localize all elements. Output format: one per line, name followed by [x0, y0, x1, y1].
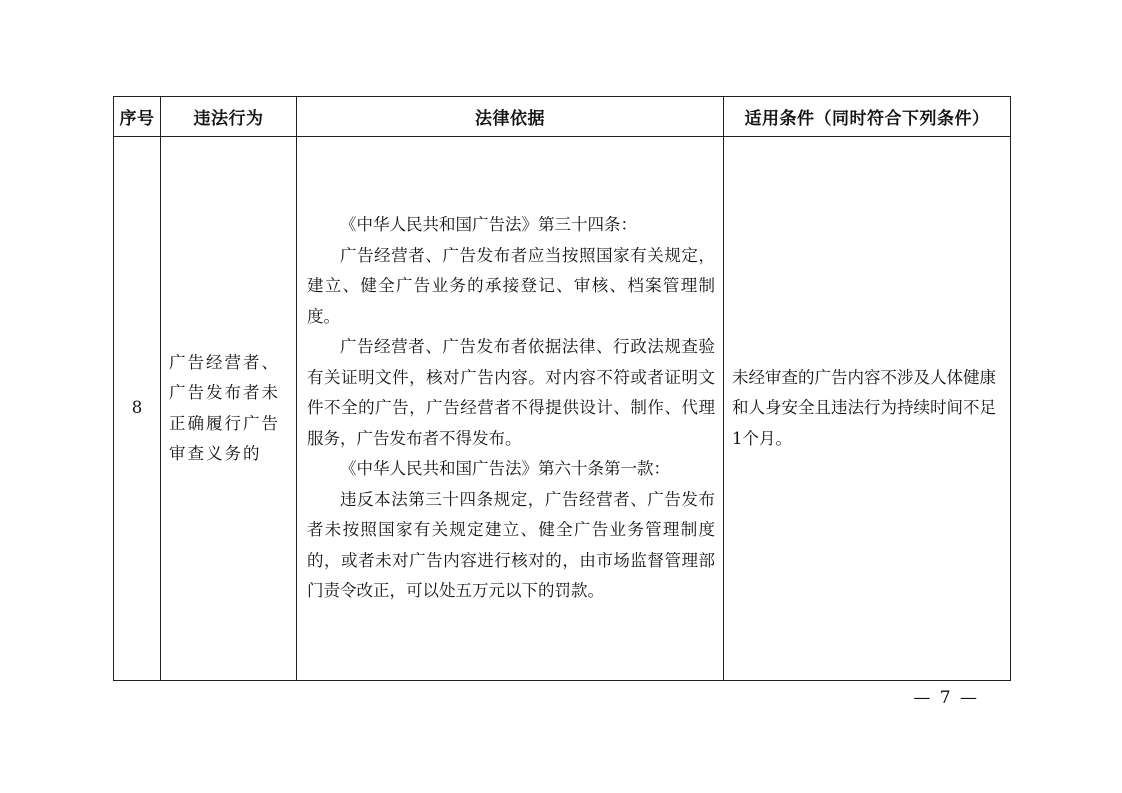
table-row [114, 137, 1011, 681]
cell-seq: 8 [114, 137, 161, 681]
page-number: — 7 — [913, 688, 979, 708]
header-legal-basis: 法律依据 [297, 97, 724, 137]
conditions-text: 未经审查的广告内容不涉及人体健康和人身安全且违法行为持续时间不足1个月。 [732, 367, 996, 448]
header-illegal-act: 违法行为 [161, 97, 297, 137]
regulation-table [113, 96, 1011, 681]
law-article-34-title: 《中华人民共和国广告法》第三十四条： [340, 215, 637, 235]
cell-applicable-conditions [724, 137, 1011, 681]
cell-legal-basis [297, 137, 724, 681]
law-article-34-para-2: 广告经营者、广告发布者依据法律、行政法规查验有关证明文件，核对广告内容。对内容不符或者证明文件不全的广告，广告经营者不得提供设计、制作、代理服务，广告发布者不得发布。 [307, 337, 715, 448]
header-seq: 序号 [114, 97, 161, 137]
law-article-60-title: 《中华人民共和国广告法》第六十条第一款： [340, 459, 670, 479]
cell-illegal-act: 广告经营者、广告发布者未正确履行广告审查义务的 [161, 137, 297, 681]
table-header-row [114, 97, 1011, 137]
law-article-60-para-1: 违反本法第三十四条规定，广告经营者、广告发布者未按照国家有关规定建立、健全广告业务管理制度的，或者未对广告内容进行核对的，由市场监督管理部门责令改正，可以处五万元以下的罚款。 [307, 489, 715, 601]
header-applicable-conditions: 适用条件（同时符合下列条件） [724, 97, 1011, 137]
law-article-34-para-1: 广告经营者、广告发布者应当按照国家有关规定，建立、健全广告业务的承接登记、审核、档案管理制度。 [307, 245, 715, 326]
